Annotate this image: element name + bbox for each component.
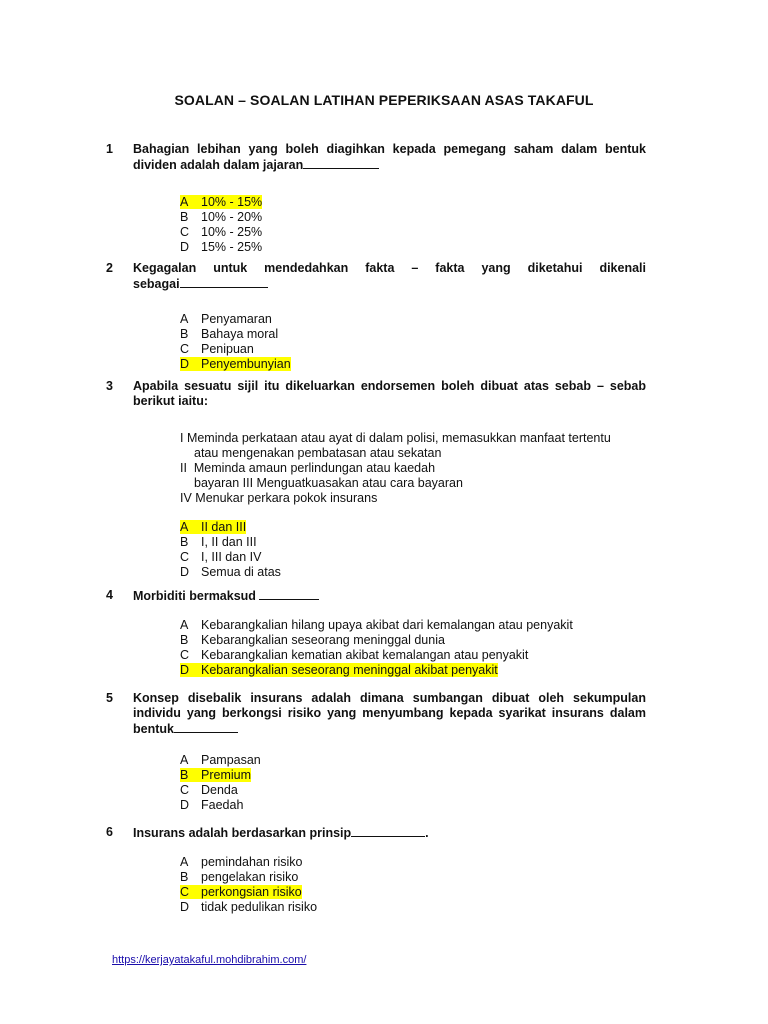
question-3 [106, 379, 646, 580]
option-list [180, 312, 646, 372]
option-c[interactable]: C Denda [180, 783, 238, 797]
option-b[interactable]: B Kebarangkalian seseorang meninggal dunia [180, 633, 445, 647]
option-a[interactable]: A 10% - 15% [180, 195, 263, 209]
option-d[interactable]: D Faedah [180, 798, 244, 812]
question-number: 3 [106, 379, 113, 393]
statement-2-continued: bayaran III Menguatkuasakan atau cara bayaran [194, 476, 463, 490]
option-b[interactable]: B 10% - 20% [180, 210, 263, 224]
question-4 [106, 588, 646, 678]
option-list [180, 753, 646, 813]
option-list [180, 618, 646, 678]
question-text: Konsep disebalik insurans adalah dimana sumbangan dibuat oleh sekumpulan individu yang berkongsi risiko yang menyumbang kepada syarikat insurans dalam bentuk [133, 691, 646, 736]
option-a[interactable]: A Kebarangkalian hilang upaya akibat dari kemalangan atau penyakit [180, 618, 573, 632]
question-number: 5 [106, 691, 113, 705]
option-b[interactable]: B Bahaya moral [180, 327, 279, 341]
option-list [180, 855, 646, 915]
option-d[interactable]: D Semua di atas [180, 565, 281, 579]
question-2 [106, 261, 646, 372]
question-text: Bahagian lebihan yang boleh diagihkan kepada pemegang saham dalam bentuk dividen adalah dalam jajaran [133, 142, 646, 172]
question-text: Morbiditi bermaksud [133, 588, 646, 604]
statement-4: IV Menukar perkara pokok insurans [180, 491, 378, 505]
option-list [180, 195, 646, 255]
question-number: 4 [106, 588, 113, 602]
statement-2: II Meminda amaun perlindungan atau kaedah [180, 461, 436, 475]
question-number: 2 [106, 261, 113, 275]
statement-list [180, 431, 646, 506]
option-d[interactable]: D tidak pedulikan risiko [180, 900, 318, 914]
option-d[interactable]: D Penyembunyian [180, 357, 291, 371]
question-text: Insurans adalah berdasarkan prinsip . [133, 826, 429, 840]
option-a[interactable]: A II dan III [180, 520, 247, 534]
option-c[interactable]: C I, III dan IV [180, 550, 262, 564]
question-6 [106, 825, 646, 915]
option-b[interactable]: B pengelakan risiko [180, 870, 299, 884]
option-c[interactable]: C 10% - 25% [180, 225, 263, 239]
option-list [180, 520, 646, 580]
question-number: 1 [106, 142, 113, 156]
question-5 [106, 691, 646, 813]
statement-1: I Meminda perkataan atau ayat di dalam polisi, memasukkan manfaat tertentu [180, 431, 611, 445]
option-d[interactable]: D Kebarangkalian seseorang meninggal akibat penyakit [180, 663, 498, 677]
footer-link[interactable]: https://kerjayatakaful.mohdibrahim.com/ [112, 954, 307, 966]
answer-blank [180, 276, 268, 288]
option-c[interactable]: C Penipuan [180, 342, 254, 356]
answer-blank [303, 157, 379, 169]
question-number: 6 [106, 825, 113, 839]
option-d[interactable]: D 15% - 25% [180, 240, 263, 254]
answer-blank [174, 721, 238, 733]
option-a[interactable]: A Pampasan [180, 753, 261, 767]
page-title: SOALAN – SOALAN LATIHAN PEPERIKSAAN ASAS TAKAFUL [174, 92, 594, 108]
option-b[interactable]: B I, II dan III [180, 535, 257, 549]
answer-blank [351, 825, 425, 837]
option-b[interactable]: B Premium [180, 768, 252, 782]
option-c[interactable]: C perkongsian risiko [180, 885, 302, 899]
option-a[interactable]: A pemindahan risiko [180, 855, 303, 869]
statement-1-continued: atau mengenakan pembatasan atau sekatan [194, 446, 442, 460]
option-a[interactable]: A Penyamaran [180, 312, 272, 326]
question-text: Kegagalan untuk mendedahkan fakta – fakta yang diketahui dikenali sebagai [133, 261, 646, 291]
option-c[interactable]: C Kebarangkalian kematian akibat kemalangan atau penyakit [180, 648, 529, 662]
question-text: Apabila sesuatu sijil itu dikeluarkan endorsemen boleh dibuat atas sebab – sebab berikut iaitu: [133, 379, 646, 408]
answer-blank [259, 588, 319, 600]
question-1 [106, 142, 646, 255]
